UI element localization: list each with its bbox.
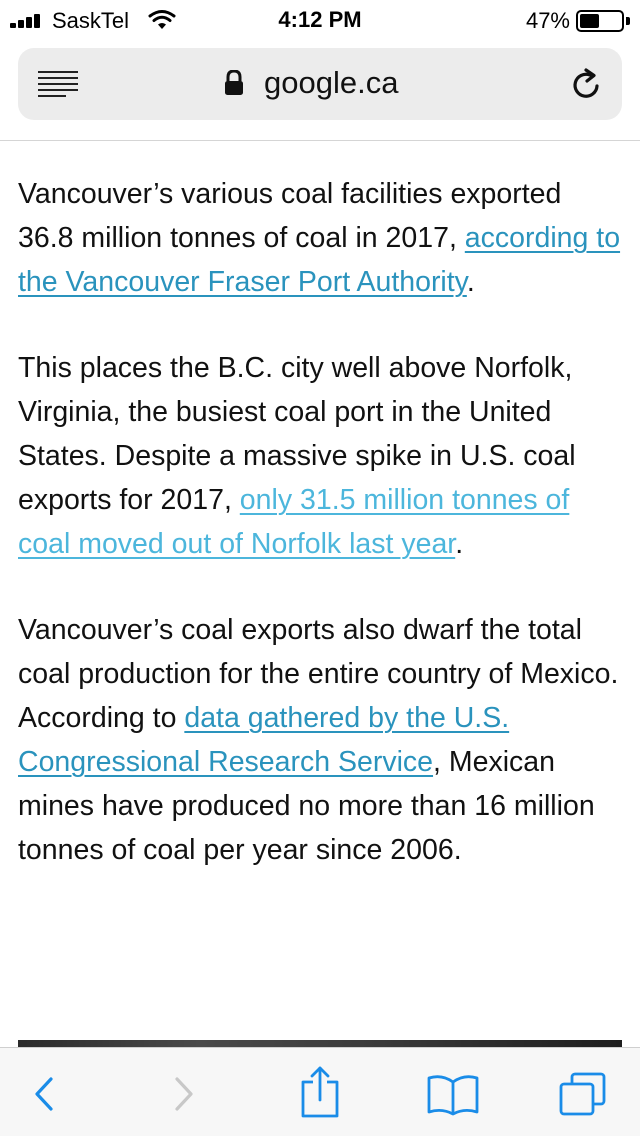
back-chevron-icon[interactable] [22,1072,72,1116]
link-vancouver-fraser-port-authority[interactable]: according to the Vancouver Fraser Port Authority [18,222,621,298]
carrier-name: SaskTel [52,8,130,33]
paragraph-text: , Mexican mines have produced no more than 16 million tonnes of coal per year since 2006. [18,746,595,866]
reader-view-icon[interactable] [38,71,78,97]
url-text[interactable]: google.ca [264,65,399,100]
paragraph-text: . [466,266,475,298]
article-paragraph-3 [18,608,622,872]
article-paragraph-1 [18,172,622,304]
tabs-icon[interactable] [558,1072,608,1116]
link-norfolk-coal-tonnes[interactable]: only 31.5 million tonnes of coal moved out of Norfolk last year [18,484,570,560]
paragraph-text: Vancouver’s various coal facilities exported 36.8 million tonnes of coal in 2017, [18,178,562,254]
status-time: 4:12 PM [278,7,362,32]
bottom-toolbar [0,1047,640,1136]
reload-icon[interactable] [570,68,604,102]
bookmarks-book-icon[interactable] [425,1072,481,1116]
share-icon[interactable] [295,1066,345,1118]
link-congressional-research-service[interactable]: data gathered by the U.S. Congressional Research Service [18,702,510,778]
article-paragraph-2 [18,346,622,566]
battery-level-fill [580,14,599,28]
paragraph-text: Vancouver’s coal exports also dwarf the total coal production for the entire country of Mexico. According to [18,614,619,734]
battery-percentage: 47% [525,8,570,33]
battery-icon [576,10,624,32]
paragraph-text: . [455,528,464,560]
battery-tip [626,17,630,25]
lock-icon [224,70,244,96]
toolbar-divider [0,140,640,141]
paragraph-text: This places the B.C. city well above Norfolk, Virginia, the busiest coal port in the United States. Despite a massive spike in U.S. coal exports for 2017, [18,352,576,516]
address-bar[interactable] [18,48,622,120]
forward-chevron-icon[interactable] [158,1072,208,1116]
status-bar [0,0,640,40]
article-body [18,172,622,914]
